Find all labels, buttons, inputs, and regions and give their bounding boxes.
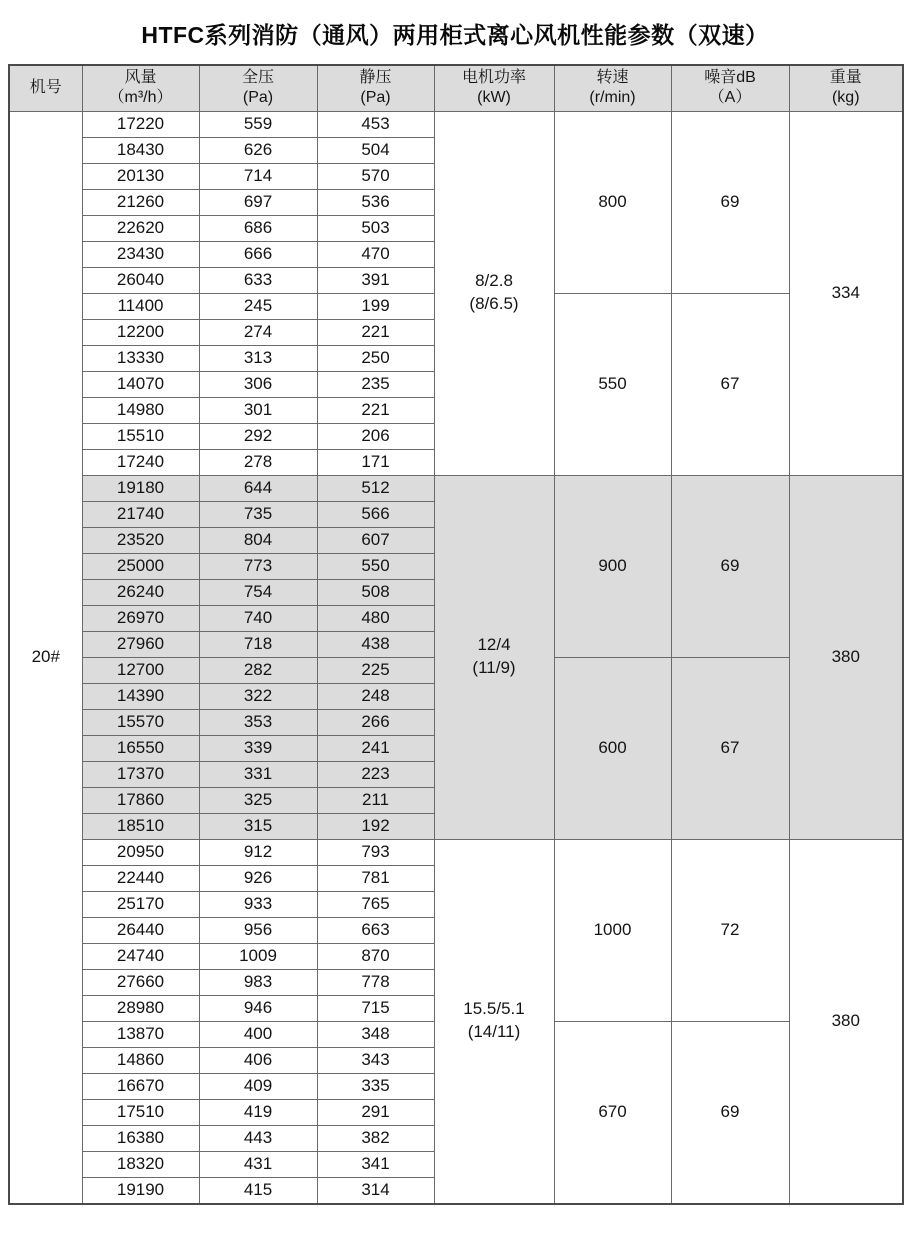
speed-cell: 600	[554, 657, 671, 839]
total-pressure-cell: 714	[199, 163, 317, 189]
total-pressure-cell: 282	[199, 657, 317, 683]
static-pressure-cell: 715	[317, 995, 434, 1021]
airflow-cell: 26440	[82, 917, 199, 943]
total-pressure-cell: 804	[199, 527, 317, 553]
total-pressure-cell: 686	[199, 215, 317, 241]
static-pressure-cell: 781	[317, 865, 434, 891]
airflow-cell: 18430	[82, 137, 199, 163]
noise-cell: 69	[671, 475, 789, 657]
airflow-cell: 16380	[82, 1125, 199, 1151]
power-cell	[434, 475, 554, 839]
header-model-label: 机号	[29, 78, 62, 96]
static-pressure-cell: 250	[317, 345, 434, 371]
total-pressure-cell: 415	[199, 1177, 317, 1204]
static-pressure-cell: 343	[317, 1047, 434, 1073]
total-pressure-cell: 443	[199, 1125, 317, 1151]
weight-cell: 380	[789, 839, 903, 1204]
airflow-cell: 20950	[82, 839, 199, 865]
airflow-cell: 15570	[82, 709, 199, 735]
table-header	[9, 65, 903, 112]
airflow-cell: 19190	[82, 1177, 199, 1204]
airflow-cell: 16670	[82, 1073, 199, 1099]
static-pressure-cell: 235	[317, 371, 434, 397]
total-pressure-cell: 933	[199, 891, 317, 917]
total-pressure-cell: 740	[199, 605, 317, 631]
static-pressure-cell: 192	[317, 813, 434, 839]
weight-cell: 380	[789, 475, 903, 839]
airflow-cell: 20130	[82, 163, 199, 189]
total-pressure-cell: 419	[199, 1099, 317, 1125]
airflow-cell: 18320	[82, 1151, 199, 1177]
static-pressure-cell: 348	[317, 1021, 434, 1047]
static-pressure-cell: 570	[317, 163, 434, 189]
power-line: 8/2.8	[475, 271, 513, 291]
table-row	[9, 111, 903, 137]
static-pressure-cell: 663	[317, 917, 434, 943]
airflow-cell: 17220	[82, 111, 199, 137]
static-pressure-cell: 870	[317, 943, 434, 969]
header-airflow-label: 风量	[124, 68, 157, 86]
airflow-cell: 23430	[82, 241, 199, 267]
static-pressure-cell: 504	[317, 137, 434, 163]
airflow-cell: 14070	[82, 371, 199, 397]
static-pressure-cell: 778	[317, 969, 434, 995]
static-pressure-cell: 206	[317, 423, 434, 449]
total-pressure-cell: 718	[199, 631, 317, 657]
airflow-cell: 21740	[82, 501, 199, 527]
noise-cell: 69	[671, 111, 789, 293]
static-pressure-cell: 241	[317, 735, 434, 761]
header-weight-unit: (kg)	[831, 89, 860, 107]
header-motor-power-label: 电机功率	[461, 68, 526, 86]
total-pressure-cell: 339	[199, 735, 317, 761]
total-pressure-cell: 946	[199, 995, 317, 1021]
airflow-cell: 24740	[82, 943, 199, 969]
total-pressure-cell: 274	[199, 319, 317, 345]
airflow-cell: 14980	[82, 397, 199, 423]
speed-cell: 670	[554, 1021, 671, 1204]
airflow-cell: 15510	[82, 423, 199, 449]
header-static-pressure-unit: (Pa)	[360, 89, 391, 107]
airflow-cell: 16550	[82, 735, 199, 761]
speed-cell: 800	[554, 111, 671, 293]
noise-cell: 67	[671, 293, 789, 475]
header-noise-label: 噪音dB	[704, 68, 756, 86]
airflow-cell: 23520	[82, 527, 199, 553]
total-pressure-cell: 409	[199, 1073, 317, 1099]
weight-cell: 334	[789, 111, 903, 475]
airflow-cell: 27660	[82, 969, 199, 995]
total-pressure-cell: 406	[199, 1047, 317, 1073]
total-pressure-cell: 315	[199, 813, 317, 839]
airflow-cell: 17370	[82, 761, 199, 787]
airflow-cell: 13330	[82, 345, 199, 371]
airflow-cell: 12700	[82, 657, 199, 683]
header-noise	[671, 65, 789, 112]
noise-cell: 69	[671, 1021, 789, 1204]
airflow-cell: 19180	[82, 475, 199, 501]
static-pressure-cell: 470	[317, 241, 434, 267]
static-pressure-cell: 512	[317, 475, 434, 501]
airflow-cell: 26240	[82, 579, 199, 605]
page-title: HTFC系列消防（通风）两用柜式离心风机性能参数（双速）	[141, 22, 769, 48]
total-pressure-cell: 431	[199, 1151, 317, 1177]
total-pressure-cell: 559	[199, 111, 317, 137]
static-pressure-cell: 508	[317, 579, 434, 605]
total-pressure-cell: 697	[199, 189, 317, 215]
header-speed-unit: (r/min)	[589, 89, 636, 107]
airflow-cell: 21260	[82, 189, 199, 215]
header-motor-power-unit: (kW)	[477, 89, 511, 107]
model-cell: 20#	[9, 111, 82, 1204]
header-speed	[554, 65, 671, 112]
total-pressure-cell: 956	[199, 917, 317, 943]
header-model	[9, 65, 82, 112]
static-pressure-cell: 382	[317, 1125, 434, 1151]
static-pressure-cell: 438	[317, 631, 434, 657]
total-pressure-cell: 754	[199, 579, 317, 605]
airflow-cell: 14390	[82, 683, 199, 709]
header-static-pressure	[317, 65, 434, 112]
static-pressure-cell: 199	[317, 293, 434, 319]
static-pressure-cell: 335	[317, 1073, 434, 1099]
airflow-cell: 27960	[82, 631, 199, 657]
header-total-pressure-unit: (Pa)	[242, 89, 274, 107]
total-pressure-cell: 313	[199, 345, 317, 371]
static-pressure-cell: 211	[317, 787, 434, 813]
airflow-cell: 13870	[82, 1021, 199, 1047]
power-line: (8/6.5)	[469, 294, 519, 314]
airflow-cell: 17860	[82, 787, 199, 813]
header-total-pressure	[199, 65, 317, 112]
static-pressure-cell: 266	[317, 709, 434, 735]
static-pressure-cell: 480	[317, 605, 434, 631]
static-pressure-cell: 221	[317, 397, 434, 423]
static-pressure-cell: 248	[317, 683, 434, 709]
airflow-cell: 17240	[82, 449, 199, 475]
total-pressure-cell: 278	[199, 449, 317, 475]
airflow-cell: 22620	[82, 215, 199, 241]
static-pressure-cell: 536	[317, 189, 434, 215]
total-pressure-cell: 400	[199, 1021, 317, 1047]
total-pressure-cell: 301	[199, 397, 317, 423]
speed-cell: 900	[554, 475, 671, 657]
table-row	[9, 839, 903, 865]
header-airflow-unit: （m³/h）	[108, 89, 173, 107]
static-pressure-cell: 171	[317, 449, 434, 475]
header-weight	[789, 65, 903, 112]
power-cell	[434, 839, 554, 1204]
total-pressure-cell: 666	[199, 241, 317, 267]
static-pressure-cell: 503	[317, 215, 434, 241]
header-row	[9, 65, 903, 112]
noise-cell: 67	[671, 657, 789, 839]
airflow-cell: 17510	[82, 1099, 199, 1125]
static-pressure-cell: 291	[317, 1099, 434, 1125]
static-pressure-cell: 225	[317, 657, 434, 683]
airflow-cell: 26970	[82, 605, 199, 631]
static-pressure-cell: 607	[317, 527, 434, 553]
header-noise-unit: （A）	[708, 89, 752, 107]
static-pressure-cell: 221	[317, 319, 434, 345]
static-pressure-cell: 314	[317, 1177, 434, 1204]
power-cell	[434, 111, 554, 475]
total-pressure-cell: 306	[199, 371, 317, 397]
static-pressure-cell: 223	[317, 761, 434, 787]
total-pressure-cell: 626	[199, 137, 317, 163]
static-pressure-cell: 391	[317, 267, 434, 293]
total-pressure-cell: 292	[199, 423, 317, 449]
total-pressure-cell: 245	[199, 293, 317, 319]
static-pressure-cell: 550	[317, 553, 434, 579]
power-line: 12/4	[477, 635, 511, 655]
noise-cell: 72	[671, 839, 789, 1021]
header-airflow	[82, 65, 199, 112]
total-pressure-cell: 322	[199, 683, 317, 709]
airflow-cell: 25000	[82, 553, 199, 579]
static-pressure-cell: 453	[317, 111, 434, 137]
airflow-cell: 12200	[82, 319, 199, 345]
airflow-cell: 25170	[82, 891, 199, 917]
static-pressure-cell: 341	[317, 1151, 434, 1177]
static-pressure-cell: 793	[317, 839, 434, 865]
airflow-cell: 28980	[82, 995, 199, 1021]
speed-cell: 550	[554, 293, 671, 475]
header-speed-label: 转速	[596, 68, 629, 86]
total-pressure-cell: 735	[199, 501, 317, 527]
airflow-cell: 26040	[82, 267, 199, 293]
power-line: (14/11)	[467, 1022, 521, 1042]
total-pressure-cell: 644	[199, 475, 317, 501]
total-pressure-cell: 926	[199, 865, 317, 891]
fan-performance-table	[8, 64, 904, 1205]
header-total-pressure-label: 全压	[241, 68, 274, 86]
total-pressure-cell: 773	[199, 553, 317, 579]
total-pressure-cell: 983	[199, 969, 317, 995]
speed-cell: 1000	[554, 839, 671, 1021]
total-pressure-cell: 912	[199, 839, 317, 865]
total-pressure-cell: 325	[199, 787, 317, 813]
power-line: 15.5/5.1	[463, 999, 525, 1019]
total-pressure-cell: 353	[199, 709, 317, 735]
total-pressure-cell: 331	[199, 761, 317, 787]
table-row	[9, 475, 903, 501]
header-weight-label: 重量	[829, 68, 862, 86]
airflow-cell: 18510	[82, 813, 199, 839]
table-body	[9, 111, 903, 1204]
header-static-pressure-label: 静压	[359, 68, 392, 86]
header-motor-power	[434, 65, 554, 112]
total-pressure-cell: 1009	[199, 943, 317, 969]
airflow-cell: 11400	[82, 293, 199, 319]
static-pressure-cell: 566	[317, 501, 434, 527]
airflow-cell: 22440	[82, 865, 199, 891]
power-line: (11/9)	[472, 658, 516, 678]
static-pressure-cell: 765	[317, 891, 434, 917]
airflow-cell: 14860	[82, 1047, 199, 1073]
total-pressure-cell: 633	[199, 267, 317, 293]
